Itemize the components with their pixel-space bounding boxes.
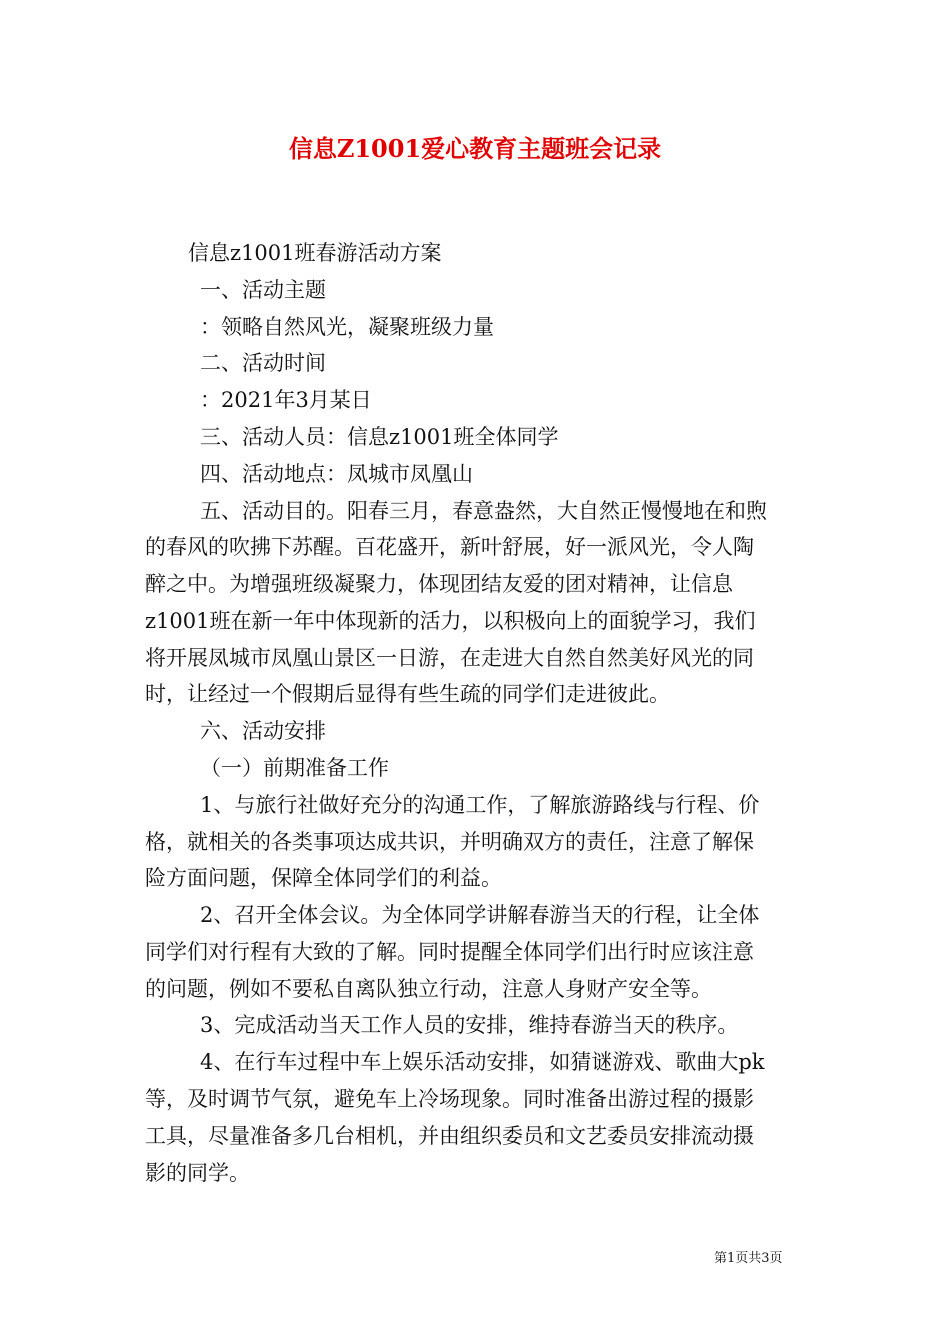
section-5-line-1: 五、活动目的。阳春三月，春意盎然，大自然正慢慢地在和煦 [200,499,767,523]
section-6-heading: 六、活动安排 [200,719,326,743]
item-1-line-2: 格，就相关的各类事项达成共识，并明确双方的责任，注意了解保 [145,830,754,854]
section-4-line: 四、活动地点：凤城市凤凰山 [200,462,473,486]
section-5-line-3: 醉之中。为增强班级凝聚力，体现团结友爱的团对精神，让信息 [145,572,733,596]
item-3-line: 3、完成活动当天工作人员的安排，维持春游当天的秩序。 [200,1013,739,1037]
section-5-line-5: 将开展凤城市凤凰山景区一日游，在走进大自然自然美好风光的同 [145,646,754,670]
item-1-line-3: 险方面问题，保障全体同学们的利益。 [145,866,502,890]
item-2-line-2: 同学们对行程有大致的了解。同时提醒全体同学们出行时应该注意 [145,940,754,964]
item-4-line-3: 工具，尽量准备多几台相机，并由组织委员和文艺委员安排流动摄 [145,1124,754,1148]
section-1-content: ：领略自然风光，凝聚班级力量 [200,315,494,339]
section-1-heading: 一、活动主题 [200,278,326,302]
item-4-line-1: 4、在行车过程中车上娱乐活动安排，如猜谜游戏、歌曲大pk [200,1050,765,1074]
section-5-line-2: 的春风的吹拂下苏醒。百花盛开，新叶舒展，好一派风光，令人陶 [145,535,754,559]
item-2-line-3: 的问题，例如不要私自离队独立行动，注意人身财产安全等。 [145,977,712,1001]
section-2-content: ：2021年3月某日 [200,388,372,412]
item-4-line-4: 影的同学。 [145,1161,250,1185]
page-number: 第1页共3页 [714,1251,783,1266]
section-2-heading: 二、活动时间 [200,351,326,375]
subsection-1-heading: （一）前期准备工作 [200,756,389,780]
section-5-line-6: 时，让经过一个假期后显得有些生疏的同学们走进彼此。 [145,682,670,706]
item-2-line-1: 2、召开全体会议。为全体同学讲解春游当天的行程，让全体 [200,903,760,927]
plan-title-line: 信息z1001班春游活动方案 [188,241,442,265]
item-4-line-2: 等，及时调节气氛，避免车上冷场现象。同时准备出游过程的摄影 [145,1087,754,1111]
item-1-line-1: 1、与旅行社做好充分的沟通工作，了解旅游路线与行程、价 [200,793,760,817]
section-5-line-4: z1001班在新一年中体现新的活力，以积极向上的面貌学习，我们 [145,609,756,633]
section-3-line: 三、活动人员：信息z1001班全体同学 [200,425,559,449]
document-title: 信息Z1001爱心教育主题班会记录 [288,134,662,163]
